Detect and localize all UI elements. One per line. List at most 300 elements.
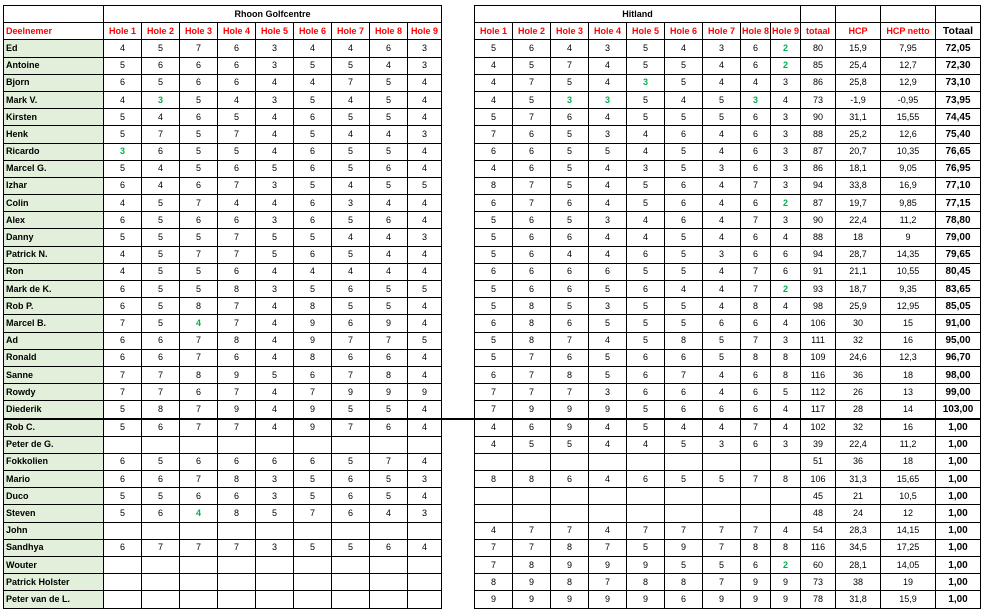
strokes-total: 94	[801, 177, 836, 194]
rhoon-score	[104, 574, 142, 591]
hitland-score: 3	[771, 436, 801, 453]
strokes-total: 90	[801, 212, 836, 229]
hitland-score: 9	[551, 419, 589, 437]
rhoon-score: 8	[218, 505, 256, 522]
hitland-score: 5	[475, 246, 513, 263]
rhoon-score: 4	[294, 263, 332, 280]
hitland-score: 7	[551, 332, 589, 349]
hitland-score	[741, 488, 771, 505]
handicap-netto: 7,95	[881, 40, 936, 57]
rhoon-score: 4	[142, 160, 180, 177]
player-name: Rob C.	[4, 419, 104, 437]
hitland-score: 5	[475, 212, 513, 229]
rhoon-score: 4	[408, 109, 442, 126]
rhoon-score: 6	[218, 488, 256, 505]
player-row	[4, 366, 981, 383]
rhoon-score: 6	[332, 488, 370, 505]
handicap-netto: 16	[881, 332, 936, 349]
rhoon-score	[408, 522, 442, 539]
hitland-score: 4	[665, 281, 703, 298]
hitland-score: 7	[741, 177, 771, 194]
hitland-score: 7	[665, 366, 703, 383]
player-row	[4, 126, 981, 143]
hitland-score: 3	[589, 298, 627, 315]
rhoon-score: 6	[104, 332, 142, 349]
player-name: Mark de K.	[4, 281, 104, 298]
rhoon-score: 5	[180, 281, 218, 298]
rhoon-score: 4	[408, 143, 442, 160]
rhoon-score: 3	[256, 539, 294, 556]
rhoon-score: 9	[332, 384, 370, 401]
rhoon-score: 4	[332, 126, 370, 143]
header-hcp: HCP	[836, 23, 881, 40]
hitland-score: 6	[513, 160, 551, 177]
rhoon-score: 5	[294, 229, 332, 246]
rhoon-score	[370, 436, 408, 453]
rhoon-score: 4	[408, 160, 442, 177]
gap-cell	[442, 109, 475, 126]
rhoon-score: 6	[294, 246, 332, 263]
rhoon-score: 4	[256, 384, 294, 401]
rhoon-score: 3	[408, 40, 442, 57]
rhoon-score: 9	[370, 384, 408, 401]
hitland-score: 4	[771, 315, 801, 332]
corner-cell	[4, 6, 104, 23]
hitland-score: 4	[703, 195, 741, 212]
handicap-netto: 14,05	[881, 557, 936, 574]
rhoon-score: 5	[180, 126, 218, 143]
rhoon-score: 6	[332, 471, 370, 488]
rhoon-score: 4	[104, 195, 142, 212]
rhoon-score	[370, 574, 408, 591]
hitland-score: 3	[551, 91, 589, 108]
hitland-score: 5	[665, 246, 703, 263]
rhoon-score: 4	[408, 453, 442, 470]
gap-cell	[442, 126, 475, 143]
grand-total: 1,00	[936, 591, 981, 608]
handicap: 36	[836, 453, 881, 470]
hitland-score: 6	[551, 229, 589, 246]
gap-cell	[442, 453, 475, 470]
hitland-score: 3	[703, 246, 741, 263]
rhoon-score: 6	[218, 349, 256, 366]
rhoon-score	[332, 557, 370, 574]
hitland-score: 9	[551, 401, 589, 419]
hitland-score: 6	[741, 366, 771, 383]
player-name: Ronald	[4, 349, 104, 366]
strokes-total: 117	[801, 401, 836, 419]
hitland-score: 6	[627, 384, 665, 401]
hitland-score: 6	[589, 263, 627, 280]
gap-cell	[442, 212, 475, 229]
grand-total: 79,65	[936, 246, 981, 263]
player-name: Wouter	[4, 557, 104, 574]
group-header-row	[4, 6, 981, 23]
rhoon-score: 5	[370, 177, 408, 194]
hitland-score: 4	[475, 522, 513, 539]
hitland-score: 4	[627, 436, 665, 453]
rhoon-score	[180, 557, 218, 574]
hitland-score: 2	[771, 40, 801, 57]
rhoon-score: 5	[218, 109, 256, 126]
rhoon-score: 4	[408, 212, 442, 229]
handicap-netto: 12,95	[881, 298, 936, 315]
hitland-score: 6	[665, 591, 703, 608]
hitland-score: 8	[513, 315, 551, 332]
rhoon-score: 6	[142, 57, 180, 74]
rhoon-score: 4	[294, 40, 332, 57]
hitland-score: 6	[741, 384, 771, 401]
rhoon-score: 6	[256, 453, 294, 470]
hitland-score: 7	[741, 471, 771, 488]
hitland-score	[551, 488, 589, 505]
rhoon-score: 3	[408, 57, 442, 74]
hitland-score: 9	[771, 591, 801, 608]
hitland-score: 4	[589, 57, 627, 74]
hitland-score: 3	[589, 40, 627, 57]
player-name: Izhar	[4, 177, 104, 194]
hitland-score: 4	[589, 332, 627, 349]
rhoon-hole-header: Hole 2	[142, 23, 180, 40]
player-name: Patrick N.	[4, 246, 104, 263]
rhoon-score: 7	[332, 74, 370, 91]
hitland-score: 6	[551, 315, 589, 332]
hitland-score	[551, 453, 589, 470]
hitland-score: 4	[589, 436, 627, 453]
rhoon-score: 4	[408, 419, 442, 437]
rhoon-score: 7	[180, 401, 218, 419]
hitland-hole-header: Hole 6	[665, 23, 703, 40]
grand-total: 1,00	[936, 574, 981, 591]
rhoon-score: 6	[104, 349, 142, 366]
hitland-score: 6	[627, 281, 665, 298]
rhoon-score	[180, 591, 218, 608]
rhoon-score: 6	[104, 539, 142, 556]
rhoon-score: 4	[142, 177, 180, 194]
strokes-total: 73	[801, 91, 836, 108]
player-name: Rowdy	[4, 384, 104, 401]
hitland-score: 5	[513, 436, 551, 453]
hitland-score: 3	[771, 143, 801, 160]
hitland-score: 8	[551, 574, 589, 591]
strokes-total: 54	[801, 522, 836, 539]
hitland-score: 4	[771, 229, 801, 246]
handicap: 22,4	[836, 212, 881, 229]
player-row	[4, 488, 981, 505]
hitland-score: 6	[513, 143, 551, 160]
gap-cell	[442, 40, 475, 57]
hitland-score	[771, 453, 801, 470]
rhoon-score: 6	[180, 384, 218, 401]
rhoon-score: 3	[256, 212, 294, 229]
hitland-score: 6	[741, 40, 771, 57]
hitland-score: 3	[771, 109, 801, 126]
grand-total: 72,05	[936, 40, 981, 57]
rhoon-score: 8	[294, 298, 332, 315]
hitland-score: 4	[665, 419, 703, 437]
rhoon-score: 4	[370, 57, 408, 74]
hitland-score: 8	[665, 574, 703, 591]
hitland-score: 3	[771, 177, 801, 194]
hitland-score: 9	[513, 401, 551, 419]
rhoon-score	[332, 591, 370, 608]
rhoon-score: 4	[408, 298, 442, 315]
rhoon-score: 6	[142, 332, 180, 349]
hitland-score: 8	[513, 471, 551, 488]
gap-cell	[442, 436, 475, 453]
rhoon-score	[370, 522, 408, 539]
hitland-score: 8	[475, 574, 513, 591]
rhoon-score: 5	[142, 298, 180, 315]
rhoon-score: 5	[104, 488, 142, 505]
rhoon-score: 5	[104, 401, 142, 419]
rhoon-score: 8	[218, 332, 256, 349]
handicap-netto: 9,85	[881, 195, 936, 212]
player-row	[4, 419, 981, 437]
rhoon-score: 5	[294, 91, 332, 108]
rhoon-score: 7	[218, 177, 256, 194]
player-row	[4, 91, 981, 108]
grand-total: 1,00	[936, 522, 981, 539]
handicap: 30	[836, 315, 881, 332]
rhoon-hole-header: Hole 7	[332, 23, 370, 40]
handicap-netto: 15	[881, 315, 936, 332]
player-name: Steven	[4, 505, 104, 522]
gap-cell	[442, 419, 475, 437]
rhoon-score	[256, 591, 294, 608]
hitland-score: 5	[627, 315, 665, 332]
hitland-score: 8	[741, 298, 771, 315]
hitland-score: 7	[589, 574, 627, 591]
rhoon-score: 4	[180, 315, 218, 332]
rhoon-score: 5	[294, 126, 332, 143]
hitland-score: 5	[703, 332, 741, 349]
blank-header-cell	[881, 6, 936, 23]
hitland-score: 4	[589, 195, 627, 212]
hitland-score: 5	[589, 349, 627, 366]
hitland-score: 5	[475, 298, 513, 315]
rhoon-score: 5	[294, 488, 332, 505]
hitland-score: 5	[551, 74, 589, 91]
rhoon-score: 4	[256, 109, 294, 126]
gap-cell	[442, 505, 475, 522]
hitland-score: 5	[665, 315, 703, 332]
handicap-netto: 12	[881, 505, 936, 522]
rhoon-score: 7	[332, 419, 370, 437]
rhoon-score: 4	[408, 91, 442, 108]
player-row	[4, 384, 981, 401]
rhoon-score	[180, 436, 218, 453]
hitland-score: 6	[741, 436, 771, 453]
rhoon-hole-header: Hole 4	[218, 23, 256, 40]
blank-header-cell	[836, 6, 881, 23]
rhoon-score: 6	[180, 74, 218, 91]
hitland-score: 7	[627, 522, 665, 539]
player-name: Henk	[4, 126, 104, 143]
rhoon-score: 5	[332, 212, 370, 229]
rhoon-score: 5	[104, 57, 142, 74]
grand-total: 1,00	[936, 505, 981, 522]
hitland-score: 5	[513, 57, 551, 74]
strokes-total: 93	[801, 281, 836, 298]
rhoon-score: 4	[332, 40, 370, 57]
rhoon-score: 5	[294, 57, 332, 74]
hitland-score: 5	[627, 177, 665, 194]
handicap-netto: 10,35	[881, 143, 936, 160]
hitland-score: 7	[741, 263, 771, 280]
header-totaal: totaal	[801, 23, 836, 40]
handicap: 21	[836, 488, 881, 505]
rhoon-score: 6	[294, 195, 332, 212]
rhoon-score: 7	[180, 539, 218, 556]
handicap: 28,3	[836, 522, 881, 539]
handicap: 24	[836, 505, 881, 522]
rhoon-score: 3	[256, 40, 294, 57]
rhoon-score: 6	[294, 453, 332, 470]
rhoon-score	[142, 436, 180, 453]
player-row	[4, 436, 981, 453]
handicap-netto: 18	[881, 453, 936, 470]
rhoon-score: 6	[104, 471, 142, 488]
hitland-score	[513, 505, 551, 522]
player-name: Ad	[4, 332, 104, 349]
rhoon-score: 4	[104, 40, 142, 57]
player-name: Mario	[4, 471, 104, 488]
hitland-score	[475, 453, 513, 470]
gap-cell	[442, 557, 475, 574]
hitland-score: 7	[475, 539, 513, 556]
hitland-score: 4	[771, 419, 801, 437]
hitland-score: 4	[703, 281, 741, 298]
rhoon-score: 7	[142, 126, 180, 143]
gap-cell	[442, 384, 475, 401]
rhoon-score: 6	[370, 212, 408, 229]
hitland-score: 6	[741, 246, 771, 263]
strokes-total: 87	[801, 195, 836, 212]
hitland-score: 5	[703, 109, 741, 126]
hitland-score: 7	[513, 177, 551, 194]
handicap: 19,7	[836, 195, 881, 212]
hitland-score	[665, 488, 703, 505]
hitland-score: 6	[665, 349, 703, 366]
hitland-score: 3	[771, 74, 801, 91]
hitland-score: 5	[589, 281, 627, 298]
hitland-score: 6	[513, 419, 551, 437]
hitland-score: 6	[771, 263, 801, 280]
rhoon-score: 5	[104, 160, 142, 177]
hitland-score: 7	[589, 539, 627, 556]
player-name: Rob P.	[4, 298, 104, 315]
hitland-score: 6	[551, 109, 589, 126]
hitland-score	[589, 453, 627, 470]
rhoon-score: 7	[332, 366, 370, 383]
hitland-score: 6	[665, 384, 703, 401]
hitland-score: 7	[551, 522, 589, 539]
hitland-score: 8	[627, 574, 665, 591]
hitland-score: 6	[627, 471, 665, 488]
hitland-score: 4	[589, 419, 627, 437]
rhoon-score: 5	[370, 91, 408, 108]
strokes-total: 51	[801, 453, 836, 470]
rhoon-score: 5	[256, 366, 294, 383]
rhoon-score	[294, 522, 332, 539]
hitland-score: 7	[475, 384, 513, 401]
hitland-score: 4	[589, 177, 627, 194]
rhoon-score: 5	[332, 57, 370, 74]
rhoon-score: 5	[142, 212, 180, 229]
player-row	[4, 401, 981, 419]
hitland-score	[703, 488, 741, 505]
handicap-netto: 10,5	[881, 488, 936, 505]
player-name: Diederik	[4, 401, 104, 419]
strokes-total: 45	[801, 488, 836, 505]
rhoon-hole-header: Hole 8	[370, 23, 408, 40]
rhoon-score: 6	[370, 419, 408, 437]
hitland-score: 4	[475, 74, 513, 91]
player-name: Sandhya	[4, 539, 104, 556]
hitland-hole-header: Hole 5	[627, 23, 665, 40]
strokes-total: 90	[801, 109, 836, 126]
hitland-score	[703, 505, 741, 522]
hitland-score: 6	[665, 126, 703, 143]
handicap-netto: 9	[881, 229, 936, 246]
hitland-score	[741, 453, 771, 470]
gap-cell	[442, 298, 475, 315]
rhoon-score: 5	[180, 143, 218, 160]
hitland-score: 4	[589, 109, 627, 126]
strokes-total: 111	[801, 332, 836, 349]
rhoon-score: 8	[142, 401, 180, 419]
rhoon-score: 6	[104, 177, 142, 194]
rhoon-score: 4	[332, 177, 370, 194]
golf-score-sheet	[3, 5, 981, 609]
rhoon-score	[294, 436, 332, 453]
rhoon-score: 7	[218, 419, 256, 437]
hitland-score: 4	[703, 177, 741, 194]
rhoon-score: 4	[294, 74, 332, 91]
rhoon-score: 4	[332, 263, 370, 280]
rhoon-score: 5	[370, 74, 408, 91]
rhoon-score: 4	[408, 315, 442, 332]
rhoon-score	[294, 591, 332, 608]
hitland-score: 9	[589, 401, 627, 419]
hitland-score	[475, 505, 513, 522]
rhoon-score: 5	[104, 505, 142, 522]
hitland-score: 6	[665, 177, 703, 194]
rhoon-score: 6	[218, 160, 256, 177]
rhoon-score	[142, 574, 180, 591]
hitland-score: 5	[665, 109, 703, 126]
rhoon-score: 6	[218, 40, 256, 57]
rhoon-score: 6	[180, 212, 218, 229]
rhoon-score	[218, 557, 256, 574]
rhoon-hole-header: Hole 6	[294, 23, 332, 40]
gap-cell	[442, 229, 475, 246]
hitland-score: 8	[513, 557, 551, 574]
rhoon-score: 3	[256, 281, 294, 298]
hitland-score: 6	[551, 263, 589, 280]
header-grand-total: Totaal	[936, 23, 981, 40]
rhoon-score: 3	[408, 126, 442, 143]
rhoon-score: 5	[294, 471, 332, 488]
rhoon-hole-header: Hole 1	[104, 23, 142, 40]
rhoon-score: 7	[218, 246, 256, 263]
hitland-score: 8	[741, 539, 771, 556]
gap-cell	[442, 315, 475, 332]
hitland-score: 5	[589, 315, 627, 332]
grand-total: 96,70	[936, 349, 981, 366]
rhoon-score: 5	[256, 505, 294, 522]
